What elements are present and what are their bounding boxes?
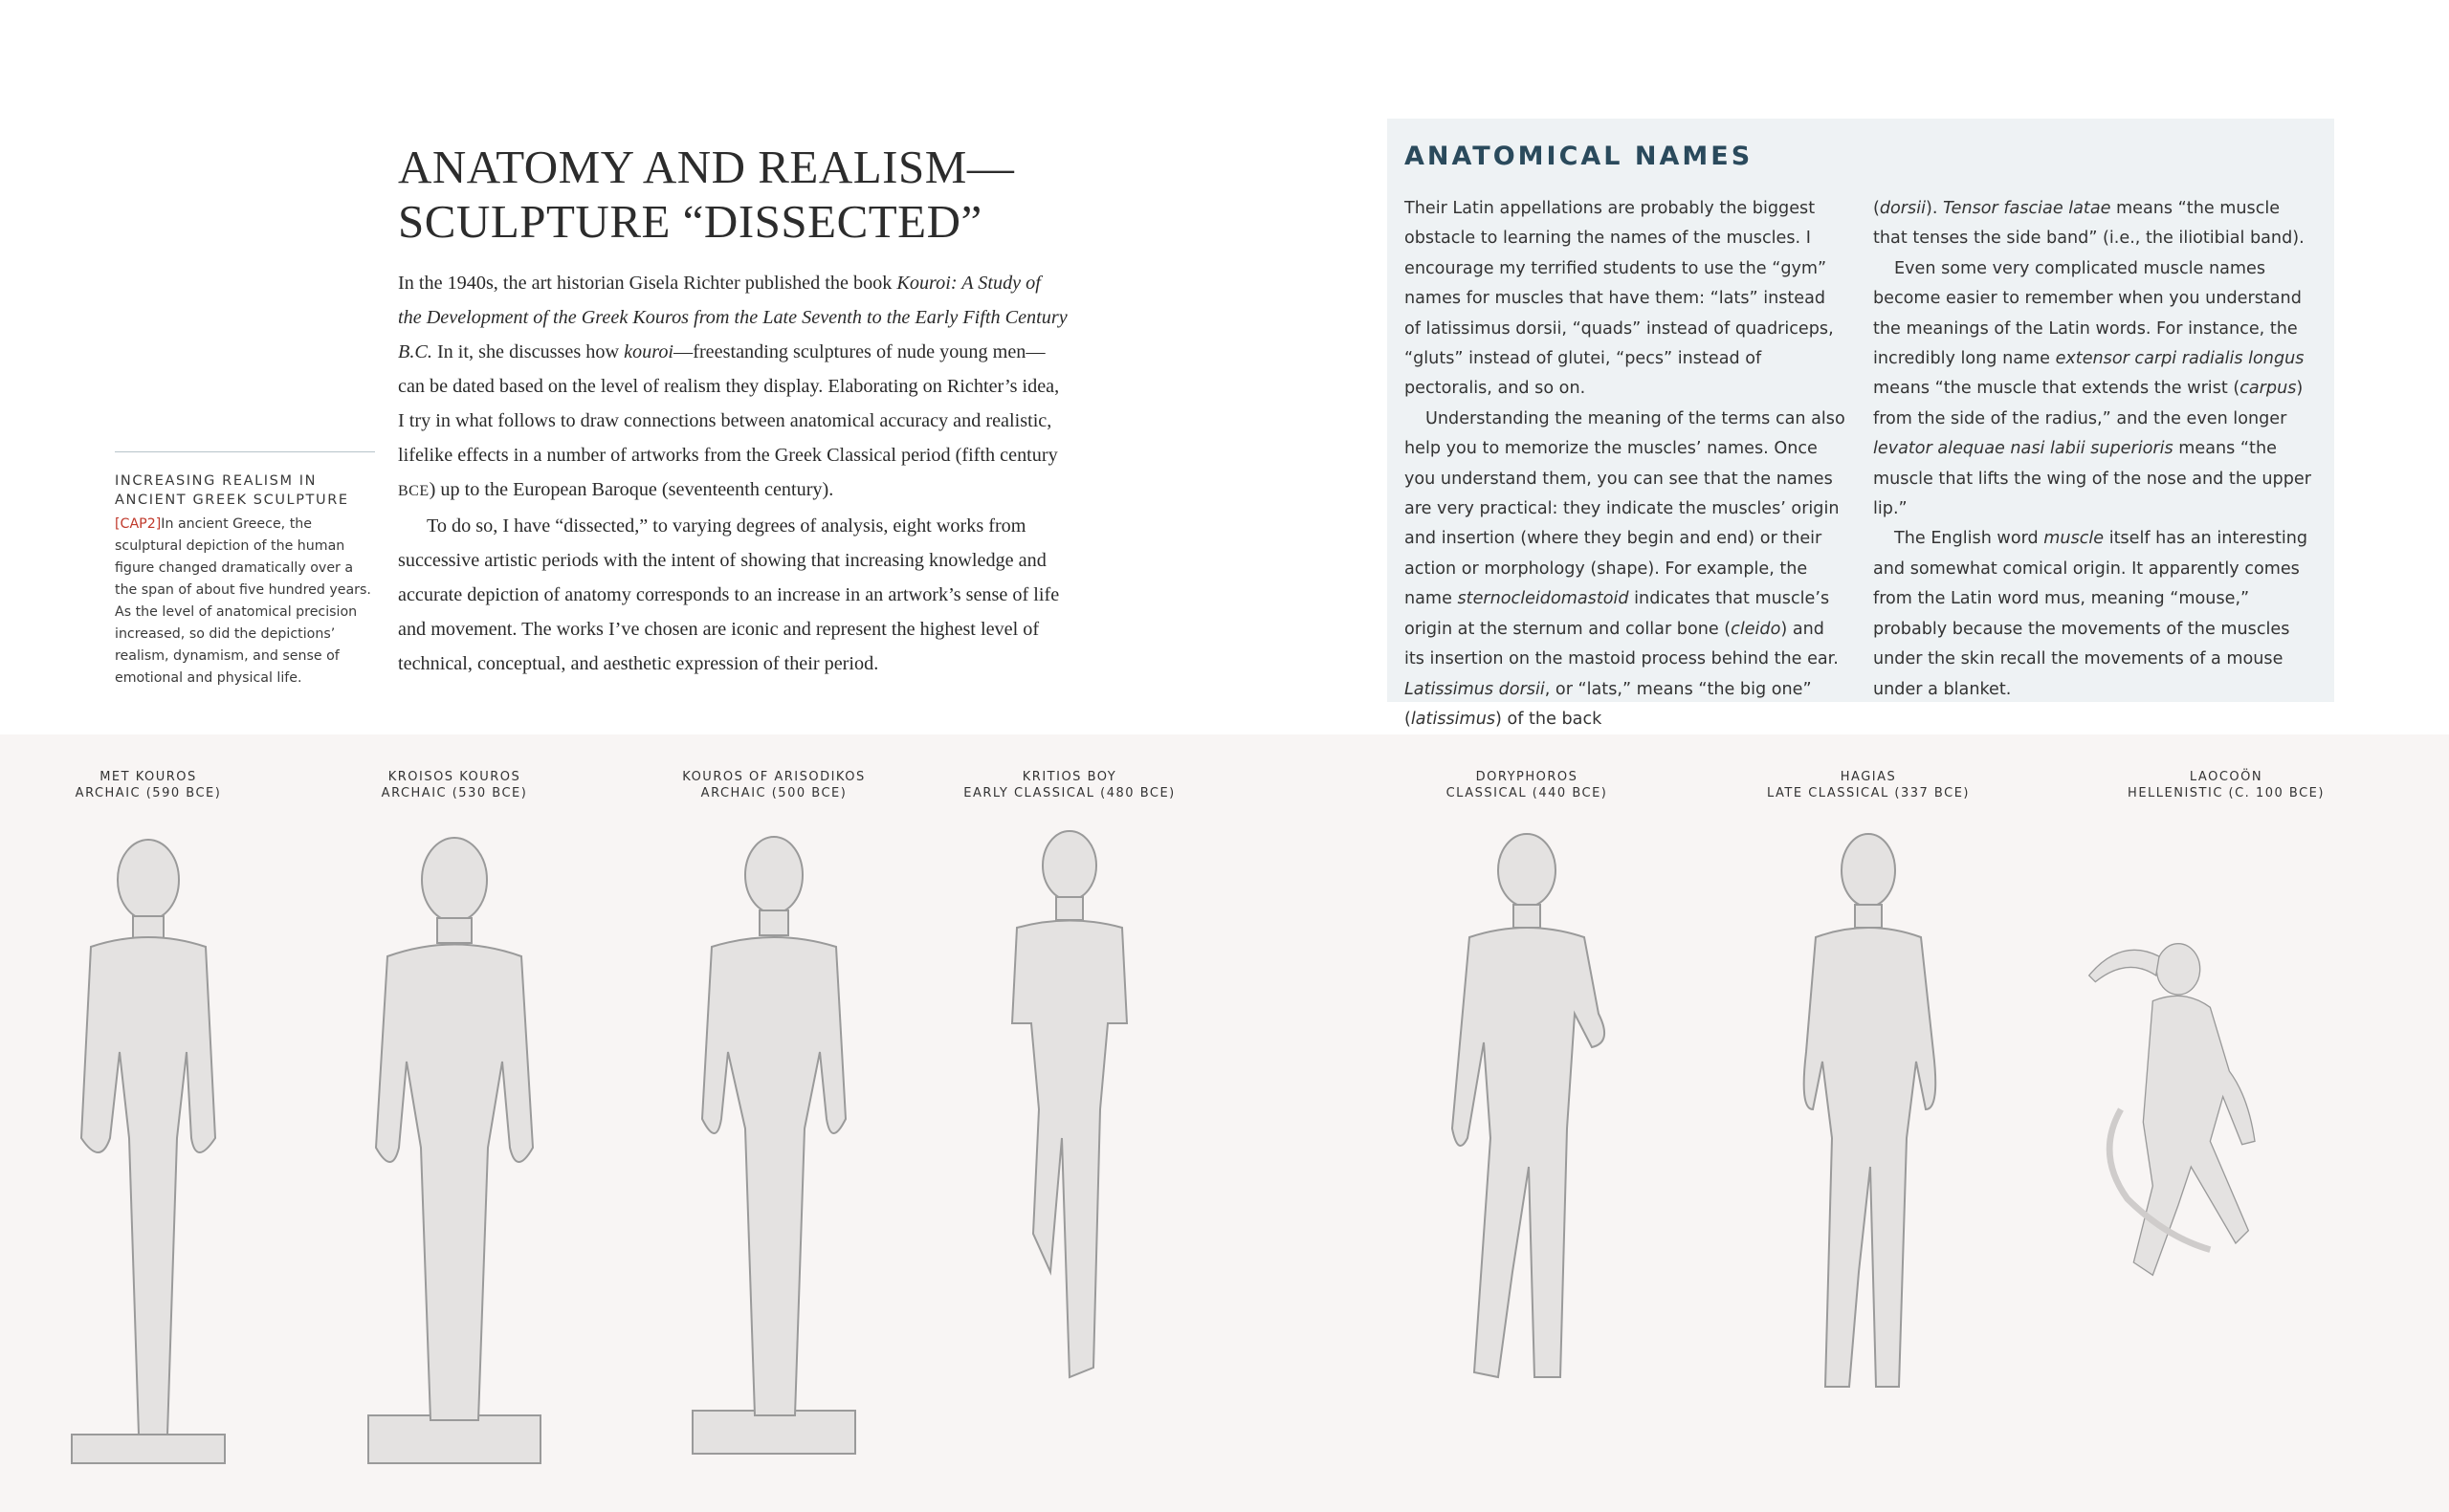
sidebar-text: , or “lats,” means “the big one” ( (1404, 679, 1812, 729)
bce-smallcaps: BCE (398, 483, 430, 499)
figure-name: KRITIOS BOY (1022, 770, 1117, 784)
caption-body (115, 514, 375, 690)
caption-text: In ancient Greece, the sculptural depiction of the human figure changed dramatically over a the span of about five hundred years. As the level of anatomical precision increased, so did the depictions’ realism, dynamism, and sense of emotional and physical life. (115, 516, 371, 686)
caption-tag: [CAP2] (115, 516, 162, 532)
term-latissimus: latissimus (1410, 709, 1496, 729)
body-text: In the 1940s, the art historian Gisela Richter published the book (398, 273, 897, 294)
sidebar-text: Even some very complicated muscle names become easier to remember when you understand the meanings of the Latin words. For instance, the incredibly long name (1873, 258, 2302, 369)
page-title-line-1: ANATOMY AND REALISM— (398, 141, 1015, 193)
sidebar-text: ( (1873, 199, 1880, 218)
page-title-line-2: SCULPTURE “DISSECTED” (398, 195, 982, 248)
figure-period: ARCHAIC (500 BCE) (700, 786, 848, 800)
statue-kritios-boy (974, 822, 1165, 1473)
figure-label-kouros-arisodikos (630, 769, 917, 801)
sidebar-text: means “the muscle that extends the wrist ( (1873, 379, 2240, 399)
figure-label-hagias (1725, 769, 2012, 801)
term-cleido: cleido (1731, 619, 1781, 639)
statue-doryphoros (1431, 822, 1622, 1473)
body-text: ) up to the European Baroque (seventeenth century). (429, 479, 834, 500)
term-carpus: carpus (2239, 379, 2297, 399)
statue-hagias (1773, 822, 1964, 1473)
term-muscle: muscle (2043, 529, 2105, 549)
figure-period: ARCHAIC (590 BCE) (75, 786, 222, 800)
sidebar-text: ) and its insertion on the mastoid process behind the ear. (1404, 619, 1839, 669)
sidebar-title: ANATOMICAL NAMES (1404, 142, 1754, 171)
sidebar-text: means “the muscle that tenses the side band” (i.e., the iliotibial band). (1873, 199, 2305, 249)
sidebar-caption (115, 451, 375, 690)
sidebar-text: ). (1925, 199, 1944, 218)
figure-name: KROISOS KOUROS (387, 770, 521, 784)
term-tensor-fasciae-latae: Tensor fasciae latae (1943, 199, 2111, 218)
figure-period: LATE CLASSICAL (337 BCE) (1767, 786, 1970, 800)
term-dorsii: dorsii (1879, 199, 1926, 218)
sidebar-column-2 (1873, 194, 2315, 705)
sidebar-paragraph (1873, 524, 2315, 704)
body-paragraph-2: To do so, I have “dissected,” to varying degrees of analysis, eight works from successive artistic periods with the intent of showing that increasing knowledge and accurate depiction of anatomy corresponds to an increase in an artwork’s sense of life and movement. The works I’ve chosen are iconic and represent the highest level of technical, conceptual, and aesthetic expression of their period. (398, 515, 1060, 674)
figure-label-doryphoros (1383, 769, 1670, 801)
figure-period: ARCHAIC (530 BCE) (381, 786, 528, 800)
term-extensor-carpi: extensor carpi radialis longus (2055, 349, 2305, 369)
figure-label-met-kouros (5, 769, 292, 801)
sidebar-text: The English word (1894, 529, 2044, 549)
figure-name: KOUROS OF ARISODIKOS (682, 770, 866, 784)
figure-name: MET KOUROS (99, 770, 197, 784)
sidebar-text: indicates that muscle’s origin at the sternum and collar bone ( (1404, 589, 1830, 639)
statue-kroisos-kouros (359, 822, 550, 1473)
sidebar-text: itself has an interesting and somewhat comical origin. It apparently comes from the Latin word mus, meaning “mouse,” probably because the movements of the muscles under the skin recall the movements of a mouse under a blanket. (1873, 529, 2308, 699)
sidebar-paragraph (1404, 405, 1846, 734)
sidebar-paragraph (1873, 194, 2315, 254)
term-levator: levator alequae nasi labii superioris (1873, 439, 2173, 459)
figure-period: HELLENISTIC (C. 100 BCE) (2128, 786, 2325, 800)
caption-heading: INCREASING REALISM IN ANCIENT GREEK SCULPTURE (115, 473, 349, 508)
caption-rule (115, 451, 375, 452)
sidebar-text: means “the muscle that lifts the wing of the nose and the upper lip.” (1873, 439, 2311, 519)
term-sternocleidomastoid: sternocleidomastoid (1457, 589, 1629, 609)
term-latissimus-dorsii: Latissimus dorsii (1404, 679, 1545, 699)
sidebar-text: ) of the back (1495, 709, 1602, 729)
figure-name: HAGIAS (1840, 770, 1897, 784)
figure-name: DORYPHOROS (1475, 770, 1578, 784)
sidebar-paragraph (1873, 254, 2315, 525)
book-title: Kouroi: A Study of the Development of the Greek Kouros from the Late Seventh to the Early Fifth Century B.C. (398, 273, 1068, 362)
page-title (398, 140, 1068, 249)
statue-kouros-arisodikos (678, 822, 870, 1473)
figure-period: EARLY CLASSICAL (480 BCE) (963, 786, 1176, 800)
sidebar-text: Understanding the meaning of the terms can also help you to memorize the muscles’ names. Once you understand them, you can see that the names are very practical: they indicate the muscles’ origin and insertion (where they begin and end) or their action or morphology (shape). For example, the name (1404, 408, 1845, 609)
main-body (398, 266, 1068, 681)
figure-name: LAOCOÖN (2189, 770, 2263, 784)
sidebar-paragraph: Their Latin appellations are probably the biggest obstacle to learning the names of the muscles. I encourage my terrified students to use the “gym” names for muscles that have them: “lats” instead of latissimus dorsii, “quads” instead of quadriceps, “gluts” instead of glutei, “pecs” instead of pectoralis, and so on. (1404, 199, 1834, 399)
sidebar-text: ) from the side of the radius,” and the even longer (1873, 379, 2304, 428)
body-paragraph-1 (398, 266, 1068, 509)
statue-laocoon (2083, 822, 2274, 1473)
statue-met-kouros (53, 822, 244, 1473)
body-text: In it, she discusses how (431, 341, 625, 362)
figure-label-kroisos-kouros (311, 769, 598, 801)
term-kouroi: kouroi (624, 341, 674, 362)
figure-label-laocoon (2083, 769, 2370, 801)
sidebar-column-1 (1404, 194, 1846, 734)
figure-period: CLASSICAL (440 BCE) (1445, 786, 1608, 800)
body-text: —freestanding sculptures of nude young men—can be dated based on the level of realism they display. Elaborating on Richter’s idea, I try in what follows to draw connections between anatomical accuracy and realistic, lifelike effects in a number of artworks from the Greek Classical period (fifth century (398, 341, 1060, 466)
figure-label-kritios-boy (926, 769, 1213, 801)
